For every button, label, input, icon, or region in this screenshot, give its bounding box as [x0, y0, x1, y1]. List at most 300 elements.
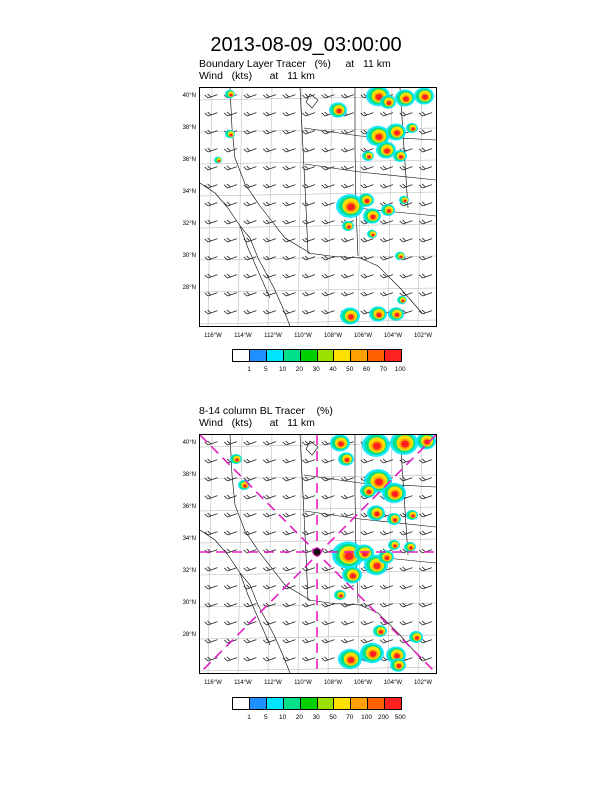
wind-barb — [419, 253, 432, 261]
colorbar-label: 30 — [312, 366, 320, 373]
wind-barb — [380, 163, 393, 171]
lon-label: 112°W — [264, 333, 282, 339]
tracer-contour — [338, 452, 354, 466]
wind-barb — [400, 217, 413, 225]
wind-barb — [283, 456, 296, 464]
colorbar-label: 100 — [361, 714, 373, 721]
wind-barb — [322, 145, 335, 153]
wind-barb — [263, 492, 276, 500]
wind-barb — [400, 271, 413, 279]
wind-barb — [380, 235, 393, 243]
wind-barb — [380, 289, 393, 297]
colorbar-swatch — [318, 350, 335, 361]
wind-barb — [205, 91, 218, 99]
wind-barb — [283, 636, 296, 644]
wind-barb — [361, 636, 374, 644]
colorbar-swatch — [385, 350, 401, 361]
parallel-line — [200, 320, 436, 324]
plot-title: 2013-08-09_03:00:00 — [210, 34, 402, 56]
meridian-line — [418, 88, 422, 326]
wind-barb — [302, 235, 315, 243]
wind-barb — [283, 217, 296, 225]
wind-barb — [341, 492, 354, 500]
colorbar-label: 30 — [312, 714, 320, 721]
tracer-contour — [406, 123, 418, 133]
border-line — [240, 226, 270, 298]
wind-barb — [380, 109, 393, 117]
wind-barb — [205, 199, 218, 207]
tracer-contour — [369, 306, 387, 321]
panel2-colorbar — [232, 697, 402, 710]
colorbar-label: 1 — [247, 366, 251, 373]
wind-barb — [341, 145, 354, 153]
panel2-map-svg — [200, 435, 436, 673]
wind-barb — [224, 307, 237, 315]
lat-label: 30°N — [182, 253, 196, 259]
colorbar-label: 60 — [362, 366, 371, 373]
wind-barb — [244, 271, 257, 279]
wind-barb — [224, 618, 237, 626]
wind-barb — [419, 528, 432, 536]
panel1-map — [199, 87, 437, 327]
wind-barb — [419, 600, 432, 608]
wind-barb — [419, 109, 432, 117]
lon-label: 114°W — [234, 333, 252, 339]
wind-barb — [283, 109, 296, 117]
wind-barb — [244, 217, 257, 225]
wind-barb — [302, 307, 315, 315]
tracer-contour — [406, 510, 418, 520]
wind-barb — [283, 91, 296, 99]
wind-barb — [400, 564, 413, 572]
wind-barb — [224, 181, 237, 189]
tracer-contour — [388, 307, 404, 321]
wind-barb — [302, 456, 315, 464]
wind-barb — [302, 217, 315, 225]
wind-barb — [205, 636, 218, 644]
wind-barb — [419, 181, 432, 189]
colorbar-label: 1 — [247, 714, 251, 721]
tracer-contour — [330, 435, 350, 452]
wind-barb — [283, 618, 296, 626]
tracer-contour — [395, 90, 415, 107]
wind-barb — [322, 199, 335, 207]
tracer-contour — [360, 643, 384, 663]
center-marker — [313, 548, 321, 556]
colorbar-label: 50 — [329, 714, 337, 721]
meridian-line — [328, 88, 332, 326]
wind-barb — [205, 271, 218, 279]
wind-barb — [224, 289, 237, 297]
wind-barb — [244, 127, 257, 135]
colorbar-swatch — [267, 698, 284, 709]
colorbar-swatch — [233, 350, 250, 361]
meridian-line — [268, 88, 272, 326]
colorbar-swatch — [318, 698, 335, 709]
wind-barb — [244, 510, 257, 518]
tracer-contour — [390, 658, 406, 672]
lon-label: 104°W — [383, 333, 403, 339]
wind-barb — [322, 492, 335, 500]
wind-barb — [263, 91, 276, 99]
wind-barb — [244, 145, 257, 153]
tracer-contour — [387, 513, 401, 525]
wind-barb — [302, 582, 315, 590]
wind-barb — [361, 109, 374, 117]
tracer-contour — [363, 208, 381, 223]
wind-barb — [302, 618, 315, 626]
wind-barb — [283, 289, 296, 297]
wind-barb — [283, 564, 296, 572]
wind-barb — [419, 307, 432, 315]
wind-barb — [244, 600, 257, 608]
wind-barb — [283, 253, 296, 261]
wind-barb — [419, 163, 432, 171]
border-line — [355, 88, 358, 256]
tracer-contour — [230, 454, 242, 464]
wind-barb — [341, 289, 354, 297]
wind-barb — [244, 307, 257, 315]
wind-barb — [244, 456, 257, 464]
lat-label: 36°N — [182, 157, 196, 163]
wind-barb — [244, 163, 257, 171]
wind-barb — [322, 582, 335, 590]
tracer-contour — [414, 88, 434, 105]
wind-barb — [244, 636, 257, 644]
wind-barb — [302, 528, 315, 536]
colorbar-label: 70 — [379, 366, 387, 373]
lon-label: 106°W — [353, 680, 373, 686]
tracer-contour — [367, 230, 377, 239]
wind-barb — [205, 307, 218, 315]
wind-barb — [400, 235, 413, 243]
tracer-contour — [409, 631, 423, 643]
wind-barb — [224, 235, 237, 243]
wind-barb — [322, 253, 335, 261]
meridian-line — [238, 435, 242, 673]
lon-label: 114°W — [234, 680, 252, 686]
wind-barb — [302, 492, 315, 500]
wind-barb — [419, 582, 432, 590]
wind-barb — [224, 510, 237, 518]
wind-barb — [244, 199, 257, 207]
wind-barb — [263, 163, 276, 171]
colorbar-swatch — [284, 698, 301, 709]
wind-barb — [283, 271, 296, 279]
wind-barb — [322, 217, 335, 225]
panel1-title-line2: Wind (kts) at 11 km — [199, 70, 315, 82]
panel1-map-svg — [200, 88, 436, 326]
tracer-contour — [404, 542, 416, 552]
wind-barb — [302, 109, 315, 117]
wind-barb — [263, 307, 276, 315]
wind-barb — [419, 199, 432, 207]
wind-barb — [283, 199, 296, 207]
colorbar-swatch — [334, 698, 351, 709]
colorbar-label: 500 — [394, 714, 406, 721]
lon-label: 116°W — [204, 333, 222, 339]
wind-barb — [244, 109, 257, 117]
lat-label: 32°N — [182, 221, 196, 227]
colorbar-swatch — [368, 350, 385, 361]
wind-barb — [361, 618, 374, 626]
lon-label: 116°W — [204, 680, 222, 686]
colorbar-swatch — [301, 350, 318, 361]
wind-barb — [224, 109, 237, 117]
wind-barb — [419, 618, 432, 626]
colorbar-label: 20 — [295, 714, 303, 721]
colorbar-label: 70 — [346, 714, 354, 721]
panel1-title-line1: Boundary Layer Tracer (%) at 11 km — [199, 58, 391, 70]
tracer-contour — [342, 221, 354, 231]
wind-barb — [283, 600, 296, 608]
colorbar-swatch — [351, 350, 368, 361]
wind-barb — [341, 618, 354, 626]
colorbar-swatch — [334, 350, 351, 361]
lon-label: 110°W — [294, 680, 312, 686]
tracer-contour — [395, 252, 405, 261]
panel1-colorbar — [232, 349, 402, 362]
wind-barb — [400, 474, 413, 482]
wind-barb — [302, 253, 315, 261]
wind-barb — [302, 600, 315, 608]
tracer-contour — [390, 435, 418, 455]
tracer-contour — [376, 142, 396, 159]
wind-barb — [419, 564, 432, 572]
colorbar-swatch — [250, 698, 267, 709]
colorbar-label: 200 — [377, 714, 389, 721]
tracer-contour — [225, 90, 235, 99]
wind-barb — [224, 271, 237, 279]
wind-barb — [263, 253, 276, 261]
wind-barb — [361, 271, 374, 279]
colorbar-label: 100 — [394, 366, 406, 373]
lat-label: 38°N — [182, 125, 196, 131]
tracer-contour — [397, 296, 407, 305]
tracer-contour — [386, 124, 406, 141]
lat-label: 34°N — [182, 189, 196, 195]
meridian-line — [208, 435, 212, 673]
wind-barb — [244, 253, 257, 261]
wind-barb — [380, 528, 393, 536]
wind-barb — [263, 438, 276, 446]
wind-barb — [205, 289, 218, 297]
tracer-contour — [214, 157, 222, 164]
wind-barb — [263, 199, 276, 207]
lon-label: 108°W — [323, 333, 343, 339]
wind-barb — [224, 474, 237, 482]
colorbar-label: 10 — [278, 714, 287, 721]
lat-label: 32°N — [182, 568, 196, 574]
wind-barb — [302, 199, 315, 207]
tracer-contour — [399, 196, 409, 205]
meridian-line — [268, 435, 272, 673]
wind-barb — [244, 564, 257, 572]
wind-barb — [224, 492, 237, 500]
colorbar-swatch — [233, 698, 250, 709]
wind-barb — [322, 618, 335, 626]
colorbar-swatch — [284, 350, 301, 361]
tracer-contour — [342, 567, 362, 584]
wind-barb — [224, 163, 237, 171]
tracer-contour — [225, 130, 235, 139]
wind-barb — [302, 564, 315, 572]
lat-label: 40°N — [182, 440, 196, 446]
wind-barb — [322, 271, 335, 279]
lat-label: 36°N — [182, 504, 196, 510]
lat-label: 28°N — [182, 632, 196, 638]
wind-barb — [283, 307, 296, 315]
colorbar-swatch — [368, 698, 385, 709]
wind-barb — [341, 636, 354, 644]
wind-barb — [380, 636, 393, 644]
wind-barb — [419, 289, 432, 297]
wind-barb — [224, 528, 237, 536]
wind-barb — [361, 528, 374, 536]
lon-label: 106°W — [353, 333, 373, 339]
wind-barb — [419, 271, 432, 279]
wind-barb — [322, 600, 335, 608]
wind-barb — [205, 109, 218, 117]
wind-barb — [302, 654, 315, 662]
tracer-contour — [338, 649, 362, 669]
colorbar-label: 5 — [263, 714, 268, 721]
tracer-contour — [373, 625, 387, 637]
wind-barb — [205, 217, 218, 225]
border-line — [240, 573, 270, 645]
parallel-line — [200, 571, 436, 575]
panel2-title-line1: 8-14 column BL Tracer (%) — [199, 405, 333, 417]
lon-label: 108°W — [323, 680, 343, 686]
wind-barb — [283, 145, 296, 153]
wind-barb — [224, 145, 237, 153]
wind-barb — [263, 109, 276, 117]
parallel-line — [200, 507, 436, 511]
wind-barb — [322, 181, 335, 189]
wind-barb — [400, 618, 413, 626]
panel2-title-line2: Wind (kts) at 11 km — [199, 417, 315, 429]
wind-barb — [263, 510, 276, 518]
lon-label: 102°W — [413, 680, 433, 686]
wind-barb — [419, 235, 432, 243]
tracer-contour — [358, 193, 374, 207]
lat-label: 40°N — [182, 93, 196, 99]
wind-barb — [283, 235, 296, 243]
parallel-line — [200, 224, 436, 228]
colorbar-swatch — [267, 350, 284, 361]
wind-barb — [400, 582, 413, 590]
wind-barb — [361, 582, 374, 590]
tracer-contour — [362, 151, 374, 161]
lat-label: 34°N — [182, 536, 196, 542]
parallel-line — [200, 539, 436, 543]
wind-barb — [341, 235, 354, 243]
colorbar-swatch — [301, 698, 318, 709]
wind-barb — [263, 528, 276, 536]
tracer-contour — [380, 95, 396, 109]
wind-barb — [283, 181, 296, 189]
wind-barb — [244, 91, 257, 99]
wind-barb — [361, 163, 374, 171]
wind-barb — [205, 582, 218, 590]
meridian-line — [238, 88, 242, 326]
wind-barb — [302, 145, 315, 153]
wind-barb — [263, 145, 276, 153]
tracer-contour — [393, 150, 407, 162]
wind-barb — [283, 654, 296, 662]
colorbar-label: 40 — [329, 366, 337, 373]
border-line — [300, 435, 308, 600]
wind-barb — [244, 438, 257, 446]
tracer-contour — [329, 102, 347, 117]
wind-barb — [380, 456, 393, 464]
meridian-line — [328, 435, 332, 673]
wind-barb — [341, 181, 354, 189]
lat-label: 38°N — [182, 472, 196, 478]
wind-barb — [322, 456, 335, 464]
wind-barb — [205, 618, 218, 626]
wind-barb — [322, 528, 335, 536]
border-line — [308, 253, 422, 313]
lon-label: 110°W — [294, 333, 312, 339]
wind-barb — [263, 181, 276, 189]
wind-barb — [361, 181, 374, 189]
wind-barb — [244, 492, 257, 500]
tracer-contour — [340, 308, 360, 325]
colorbar-swatch — [351, 698, 368, 709]
meridian-line — [208, 88, 212, 326]
parallel-line — [200, 192, 436, 196]
wind-barb — [224, 654, 237, 662]
tracer-contour — [334, 590, 346, 600]
colorbar-swatch — [385, 698, 401, 709]
colorbar-label: 50 — [346, 366, 354, 373]
lat-label: 30°N — [182, 600, 196, 606]
border-line — [300, 88, 308, 253]
tracer-contour — [381, 204, 395, 216]
tracer-contour — [360, 484, 376, 498]
wind-barb — [400, 163, 413, 171]
wind-barb — [244, 654, 257, 662]
wind-barb — [380, 582, 393, 590]
wind-barb — [283, 510, 296, 518]
wind-barb — [380, 217, 393, 225]
wind-barb — [419, 456, 432, 464]
wind-barb — [361, 289, 374, 297]
tracer-contour — [238, 480, 250, 490]
tracer-contour — [367, 505, 385, 520]
wind-barb — [263, 456, 276, 464]
wind-barb — [302, 181, 315, 189]
colorbar-label: 10 — [278, 366, 287, 373]
wind-barb — [263, 636, 276, 644]
colorbar-label: 20 — [295, 366, 303, 373]
tracer-contour — [388, 540, 400, 550]
lat-label: 28°N — [182, 285, 196, 291]
wind-barb — [263, 289, 276, 297]
wind-barb — [244, 289, 257, 297]
wind-barb — [205, 235, 218, 243]
lon-label: 102°W — [413, 333, 433, 339]
wind-barb — [361, 456, 374, 464]
tracer-contour — [362, 435, 390, 457]
wind-barb — [205, 456, 218, 464]
panel2-map — [199, 434, 437, 674]
wind-barb — [302, 271, 315, 279]
colorbar-swatch — [250, 350, 267, 361]
wind-barb — [263, 654, 276, 662]
lon-label: 104°W — [383, 680, 403, 686]
